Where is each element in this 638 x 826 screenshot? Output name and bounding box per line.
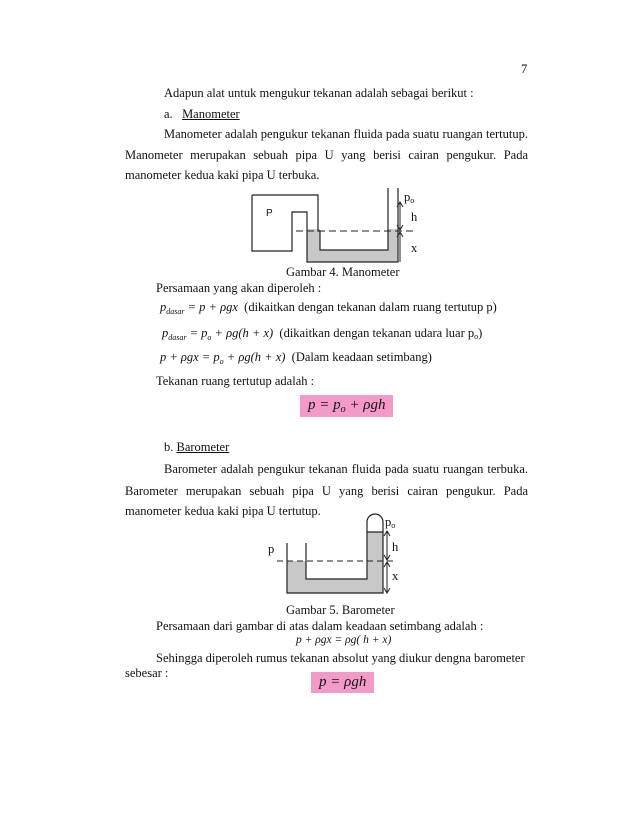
manometer-eq2: $p_{dasar} = p_o + \rho g(h + x)$ (dikaitkan dengan tekanan udara luar po) bbox=[162, 326, 483, 342]
manometer-eq-intro: Persamaan yang akan diperoleh : bbox=[156, 281, 322, 295]
manometer-eq2-note: (dikaitkan dengan tekanan udara luar po) bbox=[279, 326, 483, 341]
barometer-tube-inner bbox=[306, 532, 367, 579]
barometer-po-label: po bbox=[385, 515, 396, 530]
manometer-eq1: $p_{dasar} = p + \rho gx$ (dikaitkan dengan tekanan dalam ruang tertutup p) bbox=[160, 300, 497, 316]
manometer-label-prefix: a. bbox=[164, 107, 173, 121]
manometer-caption: Gambar 4. Manometer bbox=[286, 265, 400, 279]
barometer-label-prefix: b. bbox=[164, 440, 174, 454]
barometer-eq: p + ρgx = ρg( h + x) bbox=[296, 634, 392, 646]
barometer-para-line1: Barometer adalah pengukur tekanan fluida pada suatu ruangan terbuka. bbox=[164, 462, 528, 476]
manometer-para-line2: Manometer merupakan sebuah pipa U yang berisi cairan pengukur. Pada bbox=[125, 148, 528, 162]
barometer-p-label: p bbox=[268, 542, 275, 556]
manometer-p-label: P bbox=[266, 208, 273, 219]
barometer-para-line3: manometer kedua kaki pipa U tertutup. bbox=[125, 504, 321, 518]
barometer-fluid bbox=[287, 532, 383, 593]
barometer-conclusion-line1: Sehingga diperoleh rumus tekanan absolut yang diukur dengna barometer bbox=[156, 651, 525, 665]
manometer-para-line3: manometer kedua kaki pipa U terbuka. bbox=[125, 168, 320, 182]
manometer-eq3: $p + \rho gx = p_o + \rho g(h + x)$ (Dalam keadaan setimbang) bbox=[160, 350, 432, 366]
manometer-h-label: h bbox=[411, 210, 418, 224]
barometer-para-line2: Barometer merupakan sebuah pipa U yang berisi cairan pengukur. Pada bbox=[125, 484, 528, 498]
barometer-eq-intro: Persamaan dari gambar di atas dalam keadaan setimbang adalah : bbox=[156, 619, 484, 633]
barometer-conclusion-line2: sebesar : bbox=[125, 666, 169, 680]
intro-text: Adapun alat untuk mengukur tekanan adalah sebagai berikut : bbox=[164, 86, 474, 100]
barometer-x-label: x bbox=[392, 569, 399, 583]
manometer-result-formula: $p = p_o + \rho gh$ bbox=[300, 395, 393, 417]
manometer-title: Manometer bbox=[182, 107, 240, 121]
manometer-x-label: x bbox=[411, 241, 418, 255]
barometer-title: Barometer bbox=[176, 440, 230, 454]
manometer-po-label: po bbox=[404, 190, 415, 205]
manometer-result-intro: Tekanan ruang tertutup adalah : bbox=[156, 374, 315, 388]
manometer-para-line1: Manometer adalah pengukur tekanan fluida pada suatu ruangan tertutup. bbox=[164, 127, 528, 141]
barometer-closed-top bbox=[367, 514, 383, 532]
barometer-h-label: h bbox=[392, 540, 399, 554]
barometer-caption: Gambar 5. Barometer bbox=[286, 603, 395, 617]
manometer-eq3-note: (Dalam keadaan setimbang) bbox=[291, 350, 432, 364]
page-number: 7 bbox=[521, 62, 528, 76]
barometer-result-formula: p = ρgh bbox=[311, 672, 374, 693]
manometer-eq1-note: (dikaitkan dengan tekanan dalam ruang tertutup p) bbox=[244, 300, 497, 314]
